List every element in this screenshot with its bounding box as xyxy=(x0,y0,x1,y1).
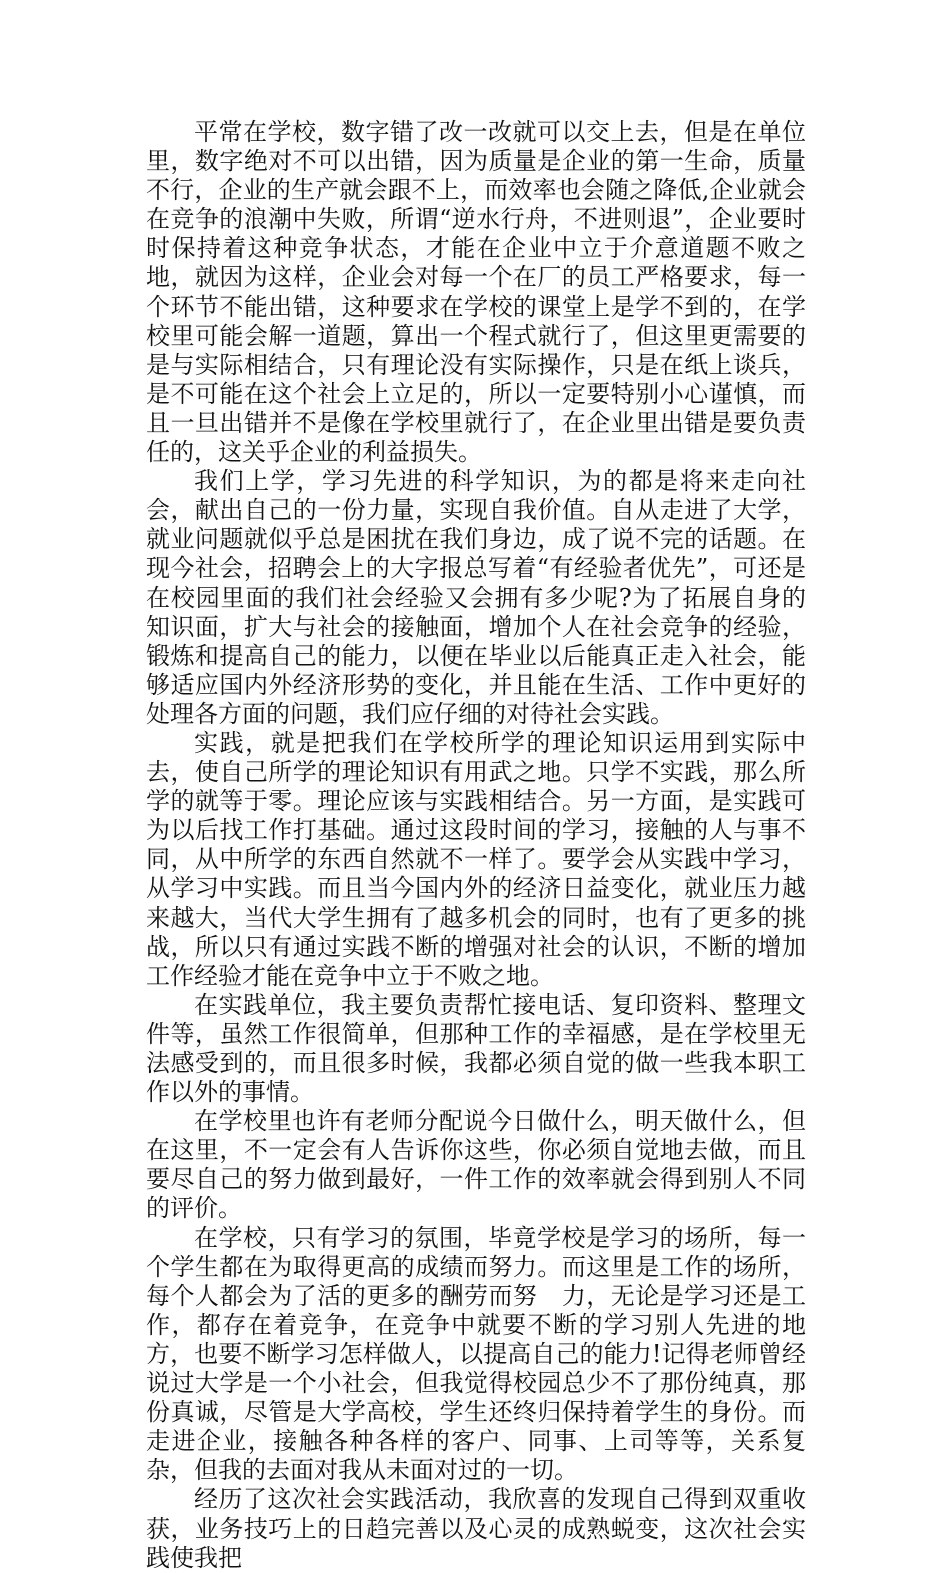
paragraph: 实践，就是把我们在学校所学的理论知识运用到实际中去，使自己所学的理论知识有用武之地。只学不实践，那么所学的就等于零。理论应该与实践相结合。另一方面，是实践可为以后找工作打基础。通过这段时间的学习，接触的人与事不同，从中所学的东西自然就不一样了。要学会从实践中学习，从学习中实践。而且当今国内外的经济日益变化，就业压力越来越大，当代大学生拥有了越多机会的同时，也有了更多的挑战，所以只有通过实践不断的增强对社会的认识，不断的增加工作经验才能在竞争中立于不败之地。 xyxy=(146,728,806,990)
paragraph: 平常在学校，数字错了改一改就可以交上去，但是在单位里，数字绝对不可以出错，因为质量是企业的第一生命，质量不行，企业的生产就会跟不上，而效率也会随之降低,企业就会在竞争的浪潮中失败，所谓“逆水行舟，不进则退”，企业要时时保持着这种竞争状态，才能在企业中立于介意道题不败之地，就因为这样，企业会对每一个在厂的员工严格要求，每一个环节不能出错，这种要求在学校的课堂上是学不到的，在学校里可能会解一道题，算出一个程式就行了，但这里更需要的是与实际相结合，只有理论没有实际操作，只是在纸上谈兵，是不可能在这个社会上立足的，所以一定要特别小心谨慎，而且一旦出错并不是像在学校里就行了，在企业里出错是要负责任的，这关乎企业的利益损失。 xyxy=(146,118,806,467)
paragraph: 我们上学，学习先进的科学知识，为的都是将来走向社会，献出自己的一份力量，实现自我价值。自从走进了大学，就业问题就似乎总是困扰在我们身边，成了说不完的话题。在现今社会，招聘会上的大字报总写着“有经验者优先”，可还是在校园里面的我们社会经验又会拥有多少呢?为了拓展自身的知识面，扩大与社会的接触面，增加个人在社会竞争的经验，锻炼和提高自己的能力，以便在毕业以后能真正走入社会，能够适应国内外经济形势的变化，并且能在生活、工作中更好的处理各方面的问题，我们应仔细的对待社会实践。 xyxy=(146,467,806,728)
document-body xyxy=(146,118,806,1573)
paragraph: 在学校，只有学习的氛围，毕竟学校是学习的场所，每一个学生都在为取得更高的成绩而努力。而这里是工作的场所，每个人都会为了活的更多的酬劳而努 力，无论是学习还是工作，都存在着竞争，在竞争中就要不断的学习别人先进的地方，也要不断学习怎样做人，以提高自己的能力!记得老师曾经说过大学是一个小社会，但我觉得校园总少不了那份纯真，那份真诚，尽管是大学高校，学生还终归保持着学生的身份。而走进企业，接触各种各样的客户、同事、上司等等，关系复杂，但我的去面对我从未面对过的一切。 xyxy=(146,1223,806,1485)
paragraph: 在学校里也许有老师分配说今日做什么，明天做什么，但在这里，不一定会有人告诉你这些，你必须自觉地去做，而且要尽自己的努力做到最好，一件工作的效率就会得到别人不同的评价。 xyxy=(146,1107,806,1223)
paragraph: 在实践单位，我主要负责帮忙接电话、复印资料、整理文件等，虽然工作很简单，但那种工作的幸福感，是在学校里无法感受到的，而且很多时候，我都必须自觉的做一些我本职工作以外的事情。 xyxy=(146,990,806,1107)
paragraph: 经历了这次社会实践活动，我欣喜的发现自己得到双重收获，业务技巧上的日趋完善以及心灵的成熟蜕变，这次社会实践使我把 xyxy=(146,1485,806,1572)
